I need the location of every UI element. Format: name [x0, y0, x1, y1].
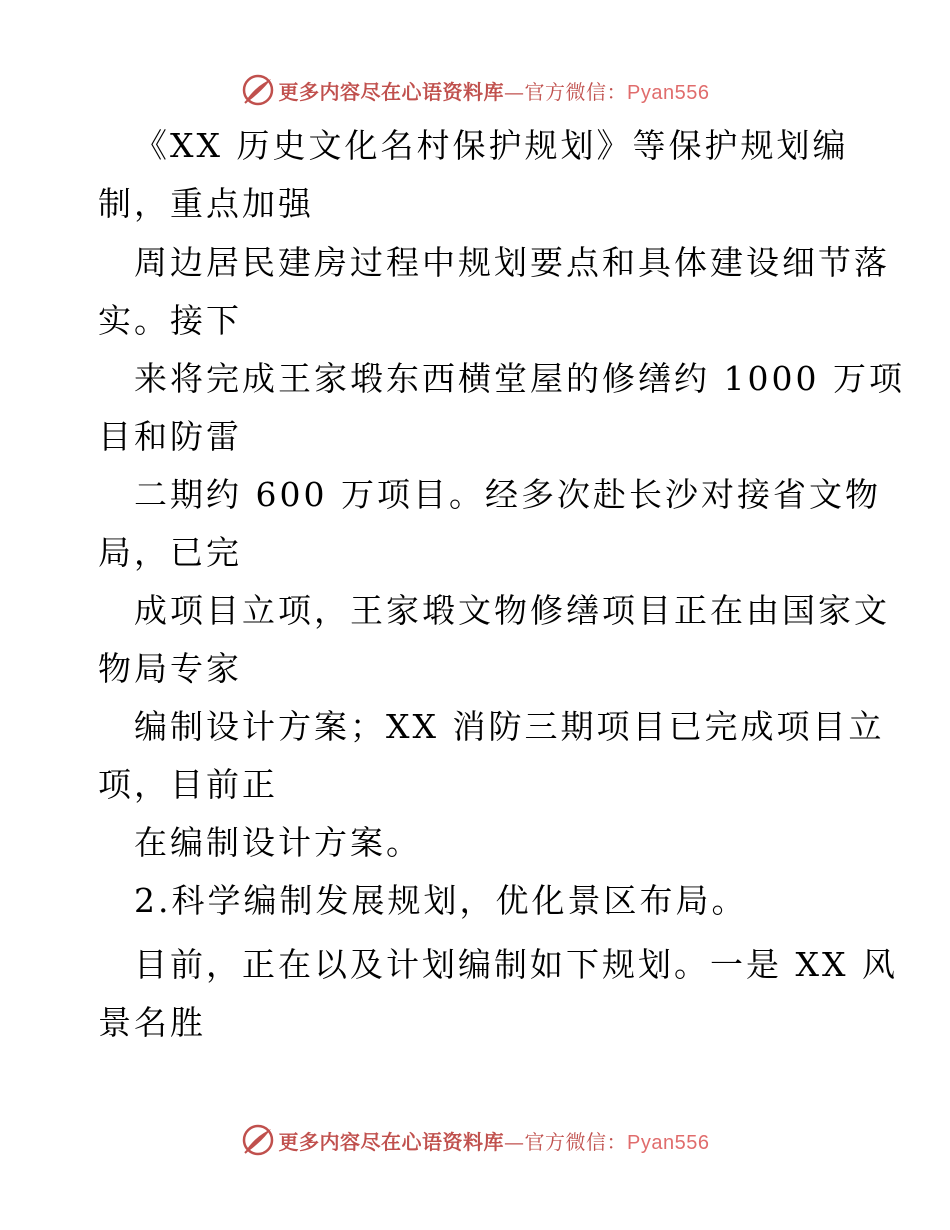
text-line: 项，目前正: [98, 765, 278, 804]
text-line: 《XX 历史文化名村保护规划》等保护规划编: [134, 126, 849, 165]
text-line: 编制设计方案；XX 消防三期项目已完成项目立: [134, 707, 885, 746]
footer-brand: 更多内容尽在心语资料库: [278, 1129, 505, 1154]
text-line: 局，已完: [98, 533, 242, 572]
text-line: 成项目立项，王家塅文物修缮项目正在由国家文: [134, 591, 890, 630]
text-line: 制，重点加强: [98, 184, 314, 223]
header-separator: —: [504, 79, 525, 104]
text-line: 目前，正在以及计划编制如下规划。一是 XX 风: [134, 945, 898, 984]
text-line: 二期约 600 万项目。经多次赴长沙对接省文物: [134, 475, 881, 514]
text-line: 实。接下: [98, 301, 242, 340]
header-label: 官方微信：: [524, 79, 628, 104]
header-wechat-id: Pyan556: [627, 81, 710, 104]
footer-separator: —: [504, 1129, 525, 1154]
text-line: 目和防雷: [98, 417, 242, 456]
text-line: 来将完成王家塅东西横堂屋的修缮约 1000 万项: [134, 359, 905, 398]
text-line: 在编制设计方案。: [134, 823, 422, 862]
footer-label: 官方微信：: [524, 1129, 628, 1154]
text-line: 景名胜: [98, 1003, 206, 1042]
text-line: 物局专家: [98, 649, 242, 688]
footer-watermark: [0, 1120, 950, 1160]
header-brand: 更多内容尽在心语资料库: [278, 79, 505, 104]
text-line: 2.科学编制发展规划，优化景区布局。: [134, 881, 748, 920]
footer-text: [279, 1126, 710, 1155]
text-line: 周边居民建房过程中规划要点和具体建设细节落: [134, 243, 890, 282]
quill-logo-icon: [241, 1123, 275, 1157]
footer-wechat-id: Pyan556: [627, 1131, 710, 1154]
